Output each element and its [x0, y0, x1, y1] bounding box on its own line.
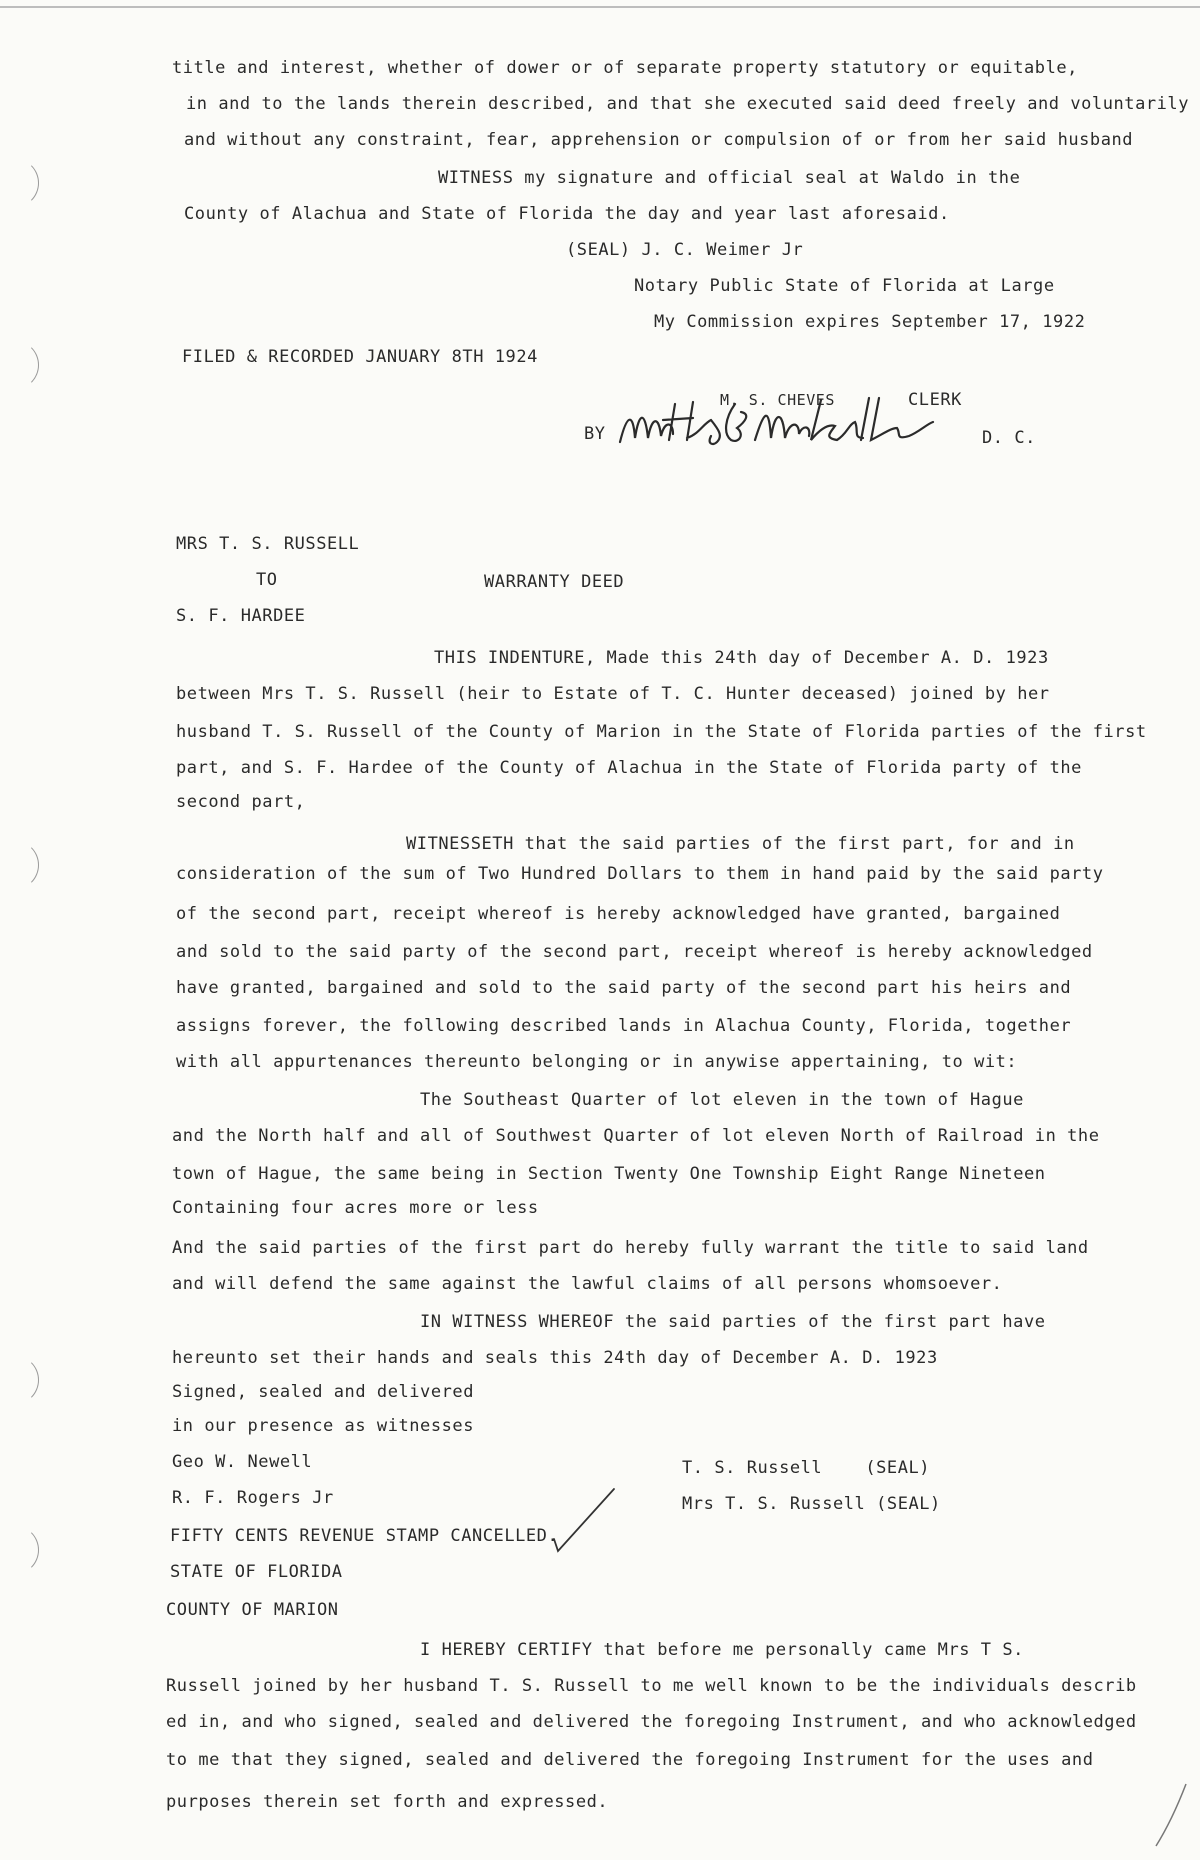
notary-title: Notary Public State of Florida at Large — [634, 276, 1055, 296]
text-line: to me that they signed, sealed and delivered the foregoing Instrument for the uses and — [166, 1750, 1094, 1770]
text-line: purposes therein set forth and expressed. — [166, 1792, 609, 1812]
punch-hole-mark — [2, 1355, 39, 1405]
text-line: second part, — [176, 792, 306, 812]
text-line: husband T. S. Russell of the County of Marion in the State of Florida parties of the first — [176, 722, 1147, 742]
witness-name: Geo W. Newell — [172, 1452, 313, 1472]
punch-hole-mark — [2, 158, 39, 208]
text-line: title and interest, whether of dower or of separate property statutory or equitable, — [172, 58, 1078, 78]
text-line: and without any constraint, fear, apprehension or compulsion of or from her said husband — [184, 130, 1134, 150]
document-title: WARRANTY DEED — [484, 572, 625, 592]
text-line: between Mrs T. S. Russell (heir to Estate of T. C. Hunter deceased) joined by her — [176, 684, 1050, 704]
punch-hole-mark — [2, 840, 39, 890]
text-line: Signed, sealed and delivered — [172, 1382, 474, 1402]
clerk-name: M. S. CHEVES — [720, 391, 835, 409]
text-line: County of Alachua and State of Florida the day and year last aforesaid. — [184, 204, 950, 224]
notary-commission: My Commission expires September 17, 1922 — [654, 312, 1086, 332]
notary-seal-line: (SEAL) J. C. Weimer Jr — [566, 240, 804, 260]
text-line: consideration of the sum of Two Hundred Dollars to them in hand paid by the said party — [176, 864, 1104, 884]
legal-description: The Southeast Quarter of lot eleven in the town of Hague — [420, 1090, 1024, 1110]
page-curl-mark — [1150, 1780, 1194, 1850]
text-line: have granted, bargained and sold to the said party of the second part his heirs and — [176, 978, 1072, 998]
text-line: with all appurtenances thereunto belonging or in anywise appertaining, to wit: — [176, 1052, 1018, 1072]
text-line: I HEREBY CERTIFY that before me personally came Mrs T S. — [420, 1640, 1024, 1660]
signature-text: Mattie B McKellie — [615, 462, 626, 463]
witness-name: R. F. Rogers Jr — [172, 1488, 334, 1508]
by-label: BY — [584, 424, 606, 444]
deputy-clerk-signature — [615, 394, 945, 464]
text-line: WITNESSETH that the said parties of the first part, for and in — [406, 834, 1075, 854]
text-line: WITNESS my signature and official seal at Waldo in the — [438, 168, 1021, 188]
legal-description: town of Hague, the same being in Section Twenty One Township Eight Range Nineteen — [172, 1164, 1046, 1184]
grantee-heading: S. F. HARDEE — [176, 606, 306, 626]
grantor-heading: MRS T. S. RUSSELL — [176, 534, 360, 554]
punch-hole-mark — [2, 340, 39, 390]
text-line: and will defend the same against the lawful claims of all persons whomsoever. — [172, 1274, 1003, 1294]
deputy-clerk-label: D. C. — [982, 428, 1036, 448]
text-line: and sold to the said party of the second part, receipt whereof is hereby acknowledged — [176, 942, 1093, 962]
venue-county: COUNTY OF MARION — [166, 1600, 339, 1620]
legal-description: Containing four acres more or less — [172, 1198, 539, 1218]
text-line: IN WITNESS WHEREOF the said parties of the first part have — [420, 1312, 1046, 1332]
venue-state: STATE OF FLORIDA — [170, 1562, 343, 1582]
legal-description: and the North half and all of Southwest Quarter of lot eleven North of Railroad in the — [172, 1126, 1100, 1146]
text-line: assigns forever, the following described lands in Alachua County, Florida, together — [176, 1016, 1072, 1036]
grantor-signature-line: T. S. Russell (SEAL) — [682, 1458, 931, 1478]
top-rule — [0, 6, 1200, 8]
text-line: THIS INDENTURE, Made this 24th day of December A. D. 1923 — [434, 648, 1049, 668]
text-line: And the said parties of the first part do hereby fully warrant the title to said land — [172, 1238, 1089, 1258]
checkmark-icon — [540, 1483, 620, 1555]
text-line: ed in, and who signed, sealed and delivered the foregoing Instrument, and who acknowledged — [166, 1712, 1137, 1732]
text-line: in and to the lands therein described, and that she executed said deed freely and voluntarily — [186, 94, 1189, 114]
grantor-signature-line: Mrs T. S. Russell (SEAL) — [682, 1494, 941, 1514]
punch-hole-mark — [2, 1525, 39, 1575]
filed-recorded-line: FILED & RECORDED JANUARY 8TH 1924 — [182, 347, 538, 367]
text-line: in our presence as witnesses — [172, 1416, 474, 1436]
text-line: part, and S. F. Hardee of the County of Alachua in the State of Florida party of the — [176, 758, 1082, 778]
revenue-stamp-note: FIFTY CENTS REVENUE STAMP CANCELLED. — [170, 1526, 559, 1546]
text-line: of the second part, receipt whereof is hereby acknowledged have granted, bargained — [176, 904, 1061, 924]
clerk-label: CLERK — [908, 390, 962, 410]
to-heading: TO — [256, 570, 278, 590]
text-line: Russell joined by her husband T. S. Russell to me well known to be the individuals describ — [166, 1676, 1137, 1696]
text-line: hereunto set their hands and seals this 24th day of December A. D. 1923 — [172, 1348, 938, 1368]
